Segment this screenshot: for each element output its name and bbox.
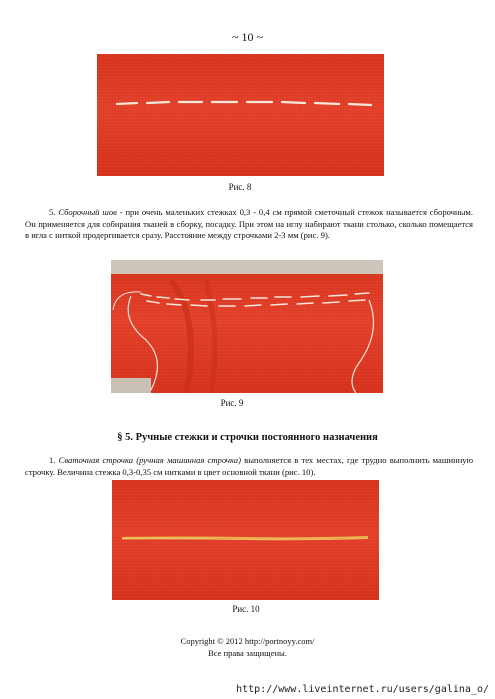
section-heading: § 5. Ручные стежки и строчки постоянного назначения [117,432,378,443]
term-gathering-stitch: Сборочный шов [58,207,117,217]
footer-rights: Все права защищены. [208,648,287,658]
watermark-url: http://www.liveinternet.ru/users/galina_o/ [236,684,489,695]
gathering-stitch-drawing [111,260,383,393]
figure-10-photo [112,480,379,600]
paragraph-gathering-stitch [25,207,473,242]
figure-9-photo [111,260,383,393]
paragraph-number: 5. [49,207,59,217]
basting-stitch-drawing [97,54,384,176]
figure-8-caption: Рис. 8 [228,182,252,192]
paragraph-body: - при очень маленьких стежках 0,3 - 0,4 см прямой сметочный стежок называется сборочным. Он применяется для собирания тканей в сборку, посадку. При этом на иглу набирают ткани столько, сколько помещается в игла с ниткой продергивается сразу. Расстояние между строчками 2-3 мм (рис. 9). [25,207,474,240]
figure-8-photo [97,54,384,176]
paragraph-body: выполняется в тех местах, где трудно выполнить машинную строчку. Величина стежка 0,3-0,35 см нитками в цвет основной ткани (рис. 10). [25,455,474,477]
page-number: ~ 10 ~ [232,30,263,44]
figure-10-caption: Рис. 10 [232,604,260,614]
paragraph-backstitch [25,455,473,478]
backstitch-drawing [112,480,379,600]
footer-copyright: Copyright © 2012 http://portnoyy.com/ [180,636,315,646]
figure-9-caption: Рис. 9 [220,398,244,408]
paragraph-number: 1. [49,455,59,465]
term-backstitch: Сваточная строчка (ручная машинная строчка) [58,455,241,465]
